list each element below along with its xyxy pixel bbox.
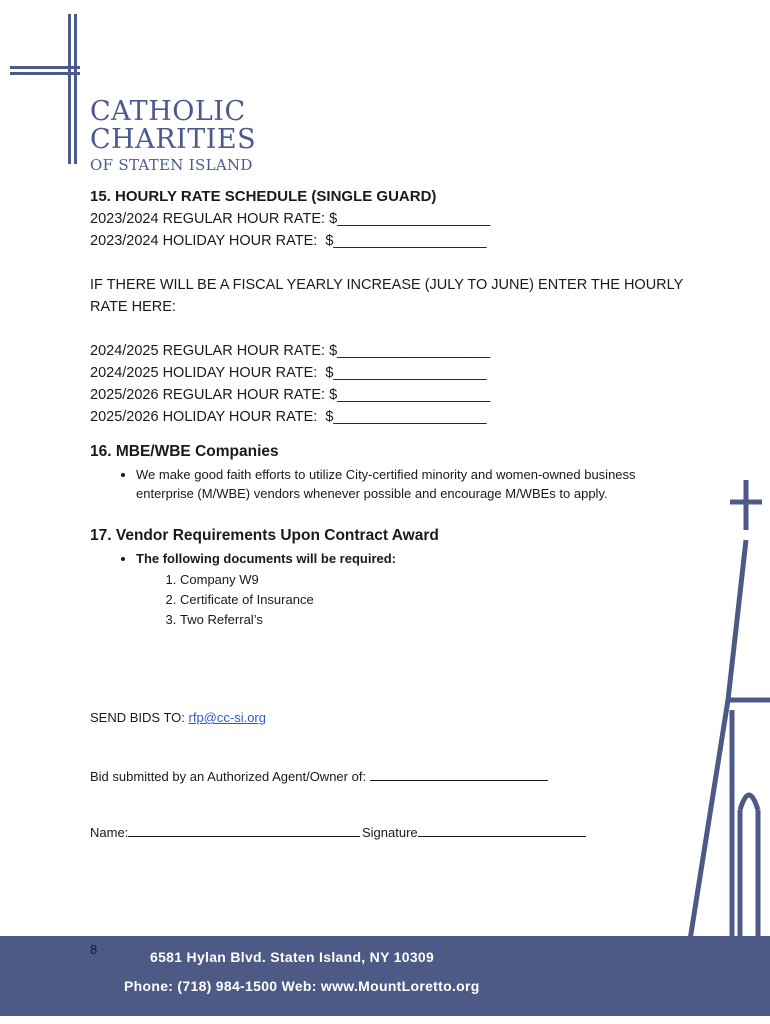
document-body <box>90 186 690 630</box>
bid-submitted-label: Bid submitted by an Authorized Agent/Owner of: <box>90 769 370 784</box>
agent-owner-blank[interactable] <box>370 767 548 781</box>
doc-item: 2. Certificate of Insurance <box>180 590 690 610</box>
section-16-list <box>90 465 690 503</box>
signature-blank[interactable] <box>418 823 586 837</box>
logo-line-catholic: CATHOLIC <box>90 96 246 127</box>
logo-line-charities: CHARITIES <box>90 124 257 155</box>
rate-2023-holiday: 2023/2024 HOLIDAY HOUR RATE: $___________________ <box>90 233 487 249</box>
bid-submitted-line <box>90 767 548 784</box>
send-bids-label: SEND BIDS TO: <box>90 710 189 725</box>
doc-item: 1. Company W9 <box>180 570 690 590</box>
catholic-charities-logo <box>10 14 257 174</box>
name-line <box>90 823 360 840</box>
church-steeple-icon <box>660 480 770 940</box>
name-label: Name: <box>90 825 129 840</box>
signature-line <box>362 823 586 840</box>
documents-required-bullet: • The following documents will be required: <box>136 549 690 568</box>
rate-2023-regular: 2023/2024 REGULAR HOUR RATE: $___________________ <box>90 211 491 227</box>
section-17-title: 17. Vendor Requirements Upon Contract Award <box>90 527 439 544</box>
footer-contact: Phone: (718) 984-1500 Web: www.MountLoretto.org <box>124 978 480 994</box>
cross-icon <box>10 14 100 174</box>
section-17-list <box>90 549 690 568</box>
section-15-title: 15. HOURLY RATE SCHEDULE (SINGLE GUARD) <box>90 188 437 205</box>
footer-bar <box>0 936 770 1016</box>
name-blank[interactable] <box>128 823 360 837</box>
bids-email-link[interactable]: rfp@cc-si.org <box>188 710 266 725</box>
section-16-title: 16. MBE/WBE Companies <box>90 443 279 460</box>
increase-text-line1: IF THERE WILL BE A FISCAL YEARLY INCREASE (JULY TO JUNE) ENTER THE HOURLY <box>90 277 684 293</box>
rate-2025-regular: 2025/2026 REGULAR HOUR RATE: $___________________ <box>90 387 491 403</box>
signature-label: Signature <box>362 825 418 840</box>
logo-line-staten-island: OF STATEN ISLAND <box>90 156 253 174</box>
required-documents-list <box>90 570 690 630</box>
send-bids-line <box>90 710 266 725</box>
page-number: 8 <box>90 942 98 957</box>
mbe-wbe-bullet: • We make good faith efforts to utilize City-certified minority and women-owned business enterprise (M/WBE) vendors whenever possible and encourage M/WBEs to apply. <box>136 465 690 503</box>
rate-2024-regular: 2024/2025 REGULAR HOUR RATE: $___________________ <box>90 343 491 359</box>
doc-item: 3. Two Referral’s <box>180 610 690 630</box>
footer-address: 6581 Hylan Blvd. Staten Island, NY 10309 <box>150 949 435 965</box>
rate-2024-holiday: 2024/2025 HOLIDAY HOUR RATE: $___________________ <box>90 365 487 381</box>
logo-text <box>90 98 256 176</box>
increase-text-line2: RATE HERE: <box>90 299 176 315</box>
rate-2025-holiday: 2025/2026 HOLIDAY HOUR RATE: $___________________ <box>90 409 487 425</box>
